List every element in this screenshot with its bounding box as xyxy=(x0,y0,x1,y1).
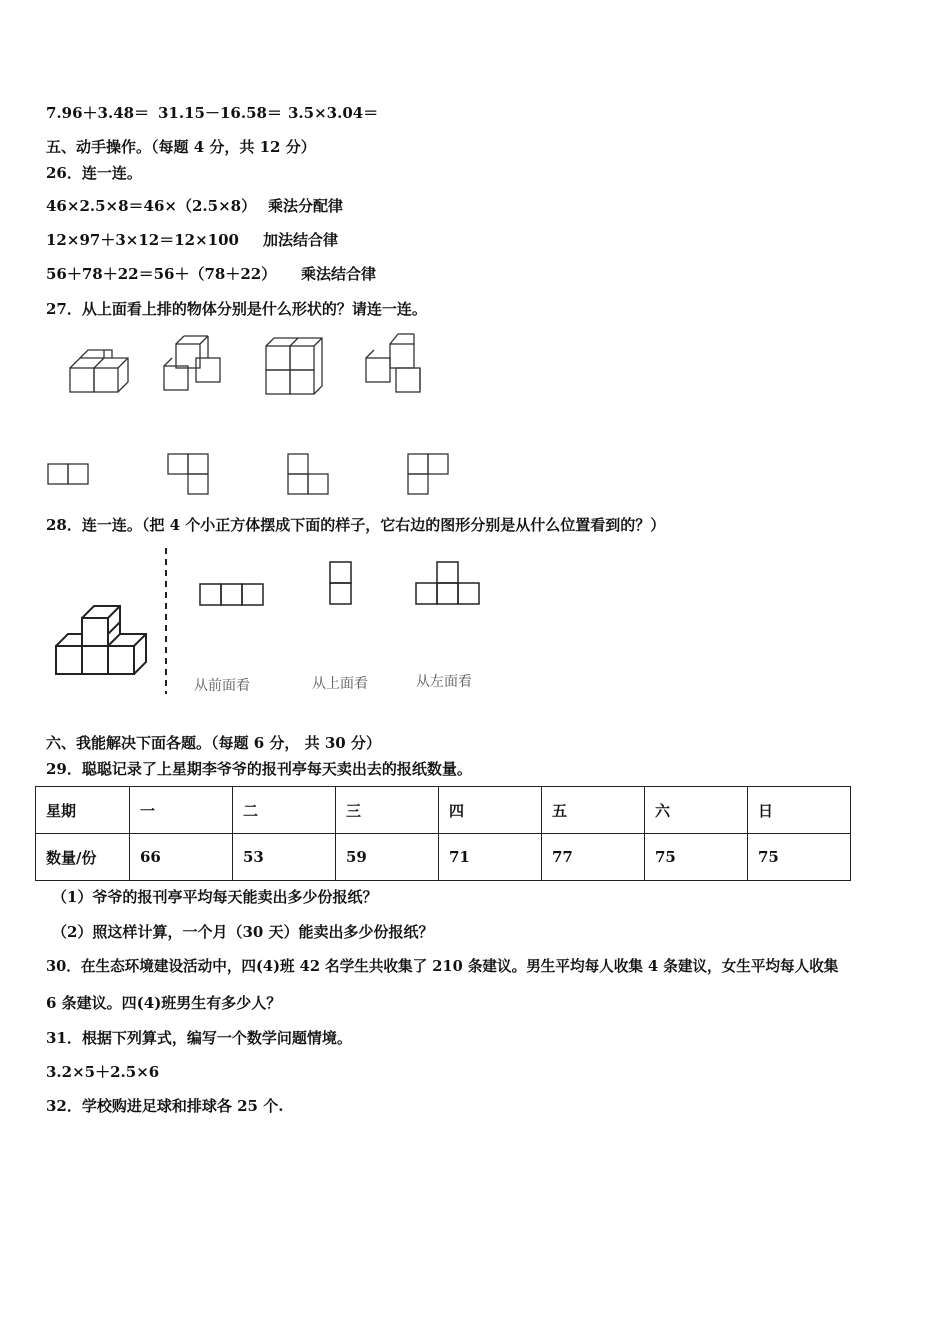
calc-2: 31.15－16.58＝ xyxy=(158,104,282,122)
q31-title: 31．根据下列算式，编写一个数学问题情境。 xyxy=(46,1029,352,1047)
q29-title: 29．聪聪记录了上星期李爷爷的报刊亭每天卖出去的报纸数量。 xyxy=(46,760,472,778)
table-cell: 75 xyxy=(645,834,748,881)
q26-law-2: 加法结合律 xyxy=(263,231,339,249)
calc-3: 3.5×3.04＝ xyxy=(288,104,379,122)
q31-expr: 3.2×5＋2.5×6 xyxy=(46,1063,160,1081)
newspaper-table xyxy=(35,786,851,881)
q28-cubes xyxy=(56,606,146,674)
solid-a xyxy=(70,350,128,392)
table-cell: 75 xyxy=(748,834,851,881)
solid-d xyxy=(366,334,420,392)
q32-title: 32．学校购进足球和排球各 25 个. xyxy=(46,1097,284,1115)
q26-title: 26．连一连。 xyxy=(46,164,142,182)
calc-1: 7.96＋3.48＝ xyxy=(46,104,150,122)
q26-expr-2: 12×97＋3×12＝12×100 xyxy=(46,231,239,249)
q27-solids-figure xyxy=(60,328,440,398)
q26-expr-3: 56＋78＋22＝56＋（78＋22） xyxy=(46,265,277,283)
table-cell: 77 xyxy=(542,834,645,881)
caption-left: 从左面看 xyxy=(416,674,472,690)
q26-law-1: 乘法分配律 xyxy=(268,197,344,215)
section6-title: 六、我能解决下面各题。（每题 6 分， 共 30 分） xyxy=(46,734,381,752)
q28-figure xyxy=(50,546,500,696)
table-cell: 二 xyxy=(233,787,336,834)
q28-views xyxy=(200,562,479,605)
table-row xyxy=(36,834,851,881)
q27-views-figure xyxy=(46,450,466,500)
table-cell: 71 xyxy=(439,834,542,881)
solid-c xyxy=(266,338,322,394)
section5-title: 五、动手操作。（每题 4 分，共 12 分） xyxy=(46,138,316,156)
table-cell: 66 xyxy=(130,834,233,881)
caption-top: 从上面看 xyxy=(312,676,368,692)
table-cell: 一 xyxy=(130,787,233,834)
view-a xyxy=(48,464,88,484)
q30-line1: 30．在生态环境建设活动中，四(4)班 42 名学生共收集了 210 条建议。男生平均每人收集 4 条建议，女生平均每人收集 xyxy=(46,958,839,975)
q29-sub1: （1）爷爷的报刊亭平均每天能卖出多少份报纸？ xyxy=(52,888,378,906)
table-row xyxy=(36,787,851,834)
view-b xyxy=(168,454,208,494)
table-cell: 四 xyxy=(439,787,542,834)
table-header-cell: 数量/份 xyxy=(36,834,130,881)
caption-front: 从前面看 xyxy=(194,678,250,694)
q28-title: 28．连一连。（把 4 个小正方体摆成下面的样子，它右边的图形分别是从什么位置看到的？） xyxy=(46,516,666,534)
table-cell: 53 xyxy=(233,834,336,881)
table-header-cell: 星期 xyxy=(36,787,130,834)
view-d xyxy=(408,454,448,494)
table-cell: 六 xyxy=(645,787,748,834)
table-cell: 三 xyxy=(336,787,439,834)
table-cell: 日 xyxy=(748,787,851,834)
solid-b xyxy=(164,336,220,390)
q30-line2: 6 条建议。四(4)班男生有多少人？ xyxy=(46,994,282,1012)
q26-expr-1: 46×2.5×8＝46×（2.5×8） xyxy=(46,197,257,215)
table-cell: 五 xyxy=(542,787,645,834)
view-c xyxy=(288,454,328,494)
q27-title: 27．从上面看上排的物体分别是什么形状的？请连一连。 xyxy=(46,300,427,318)
table-cell: 59 xyxy=(336,834,439,881)
q26-law-3: 乘法结合律 xyxy=(301,265,377,283)
q29-sub2: （2）照这样计算，一个月（30 天）能卖出多少份报纸？ xyxy=(52,923,434,941)
